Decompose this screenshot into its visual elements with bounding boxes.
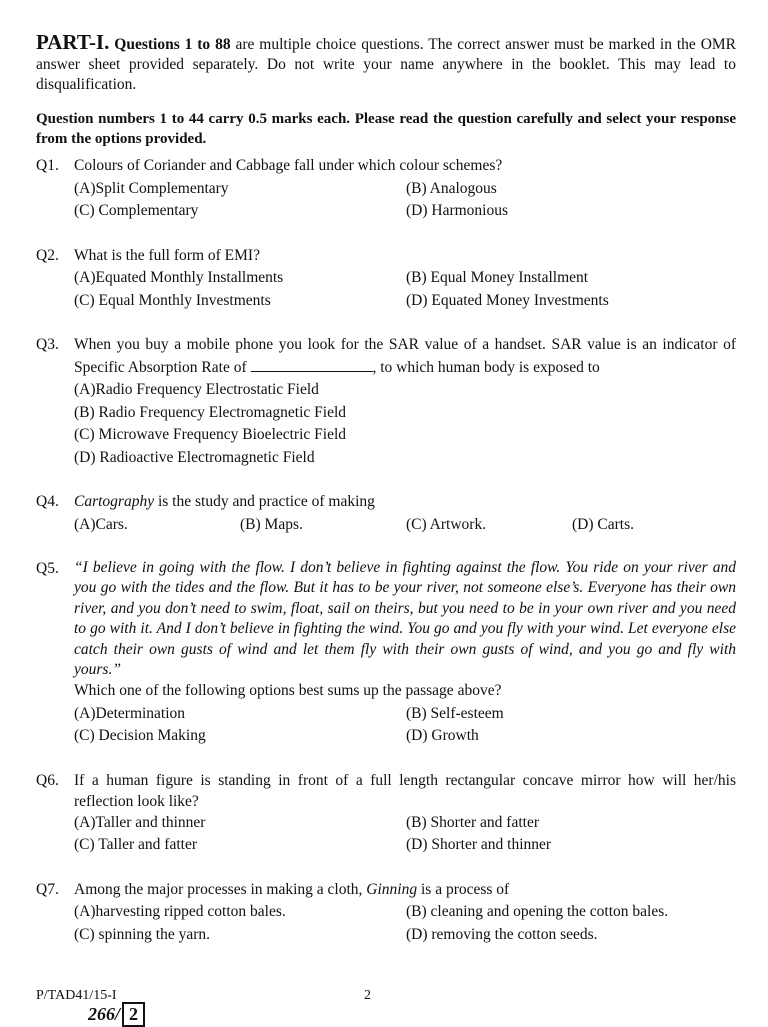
option-b: (B) Radio Frequency Electromagnetic Field	[74, 403, 347, 421]
options	[74, 812, 736, 857]
question-text: If a human figure is standing in front of a full length rectangular concave mirror how will her/his reflection look like?	[74, 771, 736, 810]
option-a: (A)Split Complementary	[74, 179, 229, 197]
option-d: (D) removing the cotton seeds.	[406, 925, 598, 943]
question-text: Colours of Coriander and Cabbage fall under which colour schemes?	[74, 157, 503, 174]
question-number: Q7.	[36, 880, 59, 898]
option-a: (A)Determination	[74, 704, 186, 722]
option-a: (A)harvesting ripped cotton bales.	[74, 903, 286, 921]
question-text	[74, 491, 736, 514]
question-number: Q4.	[36, 493, 59, 510]
question-term: Cartography	[74, 493, 155, 510]
option-c: (C) Complementary	[74, 202, 199, 219]
page-number: 2	[364, 988, 371, 1003]
booklet-code: P/TAD41/15-I	[36, 988, 117, 1003]
options	[74, 178, 736, 223]
options	[74, 267, 736, 312]
question-2	[36, 245, 736, 313]
booklet-series	[88, 1002, 145, 1027]
part-label: PART-I.	[36, 30, 110, 54]
intro-paragraph	[36, 32, 736, 95]
fill-in-blank	[251, 358, 373, 372]
question-text	[74, 879, 736, 902]
option-b: (B) Analogous	[406, 179, 497, 197]
question-number: Q2.	[36, 246, 59, 264]
option-a: (A)Radio Frequency Electrostatic Field	[74, 381, 319, 398]
option-b: (B) Self-esteem	[406, 704, 504, 722]
option-d: (D) Carts.	[572, 515, 634, 533]
question-4	[36, 491, 736, 536]
question-number: Q6.	[36, 771, 59, 789]
question-1	[36, 155, 736, 223]
options	[74, 901, 736, 946]
option-d: (D) Growth	[406, 727, 479, 745]
option-c: (C) Artwork.	[406, 515, 487, 533]
series-box-number: 2	[122, 1002, 145, 1027]
option-c: (C) Microwave Frequency Bioelectric Field	[74, 426, 347, 443]
option-a: (A)Equated Monthly Installments	[74, 269, 284, 286]
question-text: What is the full form of EMI?	[74, 246, 260, 264]
question-3	[36, 334, 736, 469]
question-text-part-2: , to which human body is exposed to	[372, 358, 600, 376]
question-term: Ginning	[366, 880, 418, 898]
option-b: (B) cleaning and opening the cotton bales.	[406, 903, 669, 921]
question-text-part-2: is a process of	[417, 880, 510, 898]
option-c: (C) Decision Making	[74, 727, 206, 745]
question-number: Q3.	[36, 336, 59, 353]
question-text-part-1: When you buy a mobile phone you look for the SAR value of a handset. SAR value is an indicator of Specific Absorption Rate of	[74, 336, 736, 376]
question-text: Which one of the following options best sums up the passage above?	[74, 682, 502, 700]
option-c: (C) Equal Monthly Investments	[74, 291, 271, 309]
intro-bold: Questions 1 to 88	[114, 36, 231, 53]
option-d: (D) Radioactive Electromagnetic Field	[74, 448, 315, 466]
option-c: (C) Taller and fatter	[74, 836, 198, 854]
option-d: (D) Equated Money Investments	[406, 291, 609, 309]
question-number: Q5.	[36, 560, 59, 577]
options	[74, 703, 736, 748]
option-b: (B) Equal Money Installment	[406, 269, 589, 286]
option-a: (A)Cars.	[74, 515, 128, 533]
question-text-part-1: Among the major processes in making a cloth,	[74, 880, 367, 898]
question-6	[36, 770, 736, 857]
series-prefix: 266/	[88, 1004, 121, 1024]
question-text	[74, 334, 736, 379]
question-number: Q1.	[36, 157, 59, 174]
option-b: (B) Maps.	[240, 515, 303, 533]
quoted-passage: “I believe in going with the flow. I don’t believe in fighting against the flow. You ride on your river and you go with the tides and the flow. But it has to be your river, not someone else’s. Everyone has their own river, and you don’t need to swim, float, sail on theirs, but you need to be in your own river and you need to go with it. And I don’t believe in fighting the wind. You go and you fly with your wind. Let everyone else catch their own gusts of wind and let them fly with their own gusts of wind, and you go and fly with yours.”	[74, 559, 736, 679]
intro-text: are multiple choice questions. The correct answer must be marked in the OMR answer sheet provided separately. Do not write your name anywhere in the booklet. This may lead to disqualification.	[36, 36, 737, 93]
option-d: (D) Shorter and thinner	[406, 836, 552, 854]
options	[74, 514, 736, 537]
option-a: (A)Taller and thinner	[74, 813, 206, 831]
option-c: (C) spinning the yarn.	[74, 925, 211, 943]
question-5	[36, 558, 736, 748]
options	[74, 379, 736, 469]
option-d: (D) Harmonious	[406, 202, 509, 219]
option-b: (B) Shorter and fatter	[406, 813, 539, 831]
question-page	[36, 32, 736, 946]
marking-instruction: Question numbers 1 to 44 carry 0.5 marks each. Please read the question carefully and select your response from the options provided.	[36, 111, 736, 147]
question-7	[36, 879, 736, 947]
question-text-rest: is the study and practice of making	[154, 493, 375, 510]
